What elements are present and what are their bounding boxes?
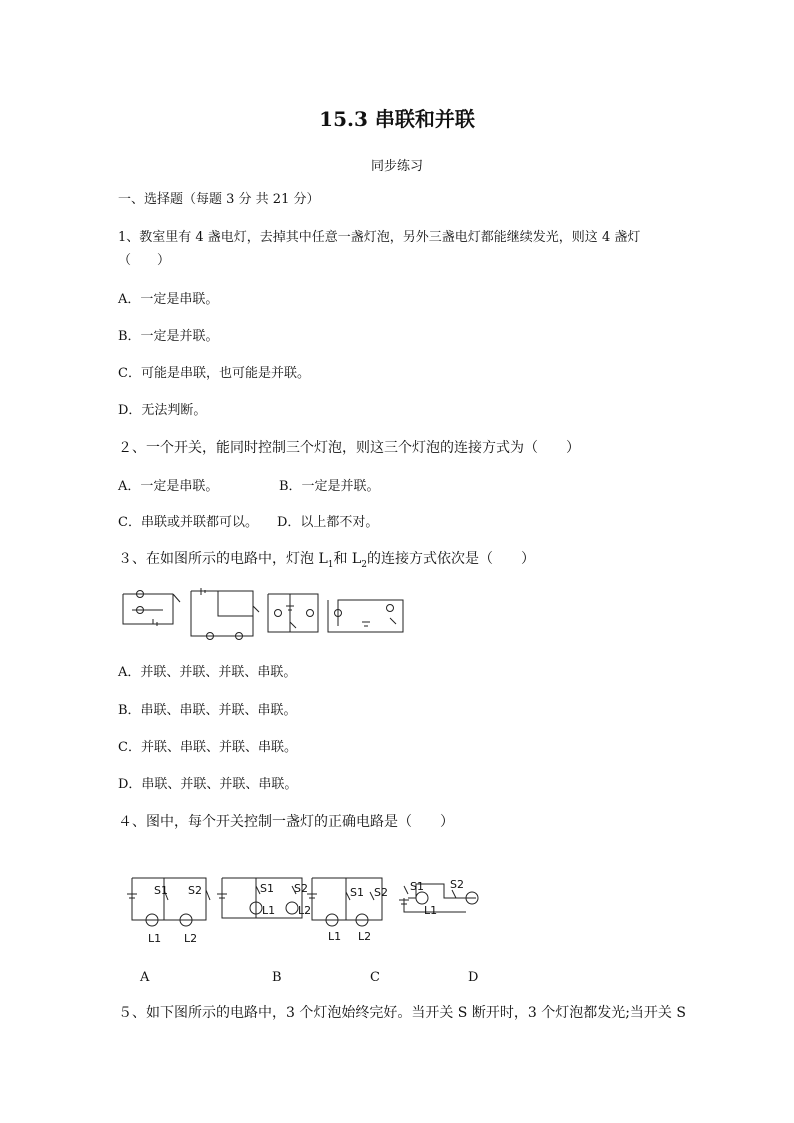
q4-label-d: D [468,970,479,985]
q2-option-b: B．一定是并联。 [279,479,380,494]
lamp-icon [286,902,298,914]
q3-circuit-figure [118,586,408,644]
q3-sub-2: 2 [361,559,367,570]
q4-c-wire [312,878,382,920]
section-heading: 一、选择题（每题 3 分 共 21 分） [118,192,320,207]
q4-c-l2-label: L2 [358,930,372,943]
q3-stem-part-b: 和 L [333,551,362,567]
q4-c-s2-label: S2 [374,886,388,899]
q4-label-a: A [140,970,150,985]
q1-option-b: B．一定是并联。 [118,329,219,344]
lamp-icon [416,892,428,904]
q4-stem: ４、图中，每个开关控制一盏灯的正确电路是（ ） [118,814,454,830]
battery-icon [362,622,370,626]
q2-option-d: D．以上都不对。 [277,515,379,530]
switch-icon [206,890,210,900]
q3-option-a: A．并联、并联、并联、串联。 [118,665,297,680]
q4-b-s1-label: S1 [260,882,274,895]
lamp-icon [275,610,282,617]
q1-stem-line1: 1、教室里有 4 盏电灯，去掉其中任意一盏灯泡，另外三盏电灯都能继续发光，则这 4 盏灯 [118,230,641,245]
q3-option-b: B．串联、串联、并联、串联。 [118,703,297,718]
q4-a-s2-label: S2 [188,884,202,897]
switch-icon [173,594,180,602]
q3-option-c: C．并联、串联、并联、串联。 [118,740,297,755]
q4-b-l1-label: L1 [262,904,276,917]
battery-icon [153,619,157,626]
q3-option-d: D．串联、并联、并联、串联。 [118,777,298,792]
q4-a-l1-label: L1 [148,932,162,944]
switch-icon [404,886,408,894]
q4-a-l2-label: L2 [184,932,198,944]
switch-icon [452,890,456,898]
q3-c2-wire [191,591,253,636]
q4-label-b: B [272,970,282,985]
lamp-icon [307,610,314,617]
q5-stem: ５、如下图所示的电路中，3 个灯泡始终完好。当开关 S 断开时，3 个灯泡都发光;当开关 S [118,1005,686,1021]
switch-icon [390,618,396,624]
q3-stem-part-c: 的连接方式依次是（ ） [366,551,535,567]
q2-option-a: A．一定是串联。 [118,479,219,494]
q2-stem: ２、一个开关，能同时控制三个灯泡，则这三个灯泡的连接方式为（ ） [118,440,580,456]
q4-d-s2-label: S2 [450,878,464,891]
switch-icon [253,606,259,612]
q4-d-s1-label: S1 [410,880,424,893]
page-title: 15.3 串联和并联 [319,107,475,131]
q4-d-l1-label: L1 [424,904,438,917]
q4-b-l2-label: L2 [298,904,312,917]
q3-c3-wire [268,594,318,632]
q4-circuit-figure [126,868,496,944]
q4-c-s1-label: S1 [350,886,364,899]
q4-a-s1-label: S1 [154,884,168,897]
q1-option-c: C．可能是串联，也可能是并联。 [118,366,310,381]
q1-stem-line2: （ ） [118,253,171,268]
q2-option-c: C．串联或并联都可以。 [118,515,258,530]
q3-stem [118,550,535,574]
switch-icon [290,622,296,628]
q4-c-l1-label: L1 [328,930,342,943]
q3-c1-wire [123,594,173,624]
q4-label-c: C [370,970,380,985]
q1-option-a: A．一定是串联。 [118,292,219,307]
lamp-icon [387,605,394,612]
q3-c2-branch [218,591,253,616]
q3-stem-part-a: ３、在如图所示的电路中，灯泡 L [118,551,328,567]
q1-option-d: D．无法判断。 [118,403,207,418]
page-subtitle: 同步练习 [370,159,423,174]
q4-b-s2-label: S2 [294,882,308,895]
q3-sub-1: 1 [327,559,334,570]
